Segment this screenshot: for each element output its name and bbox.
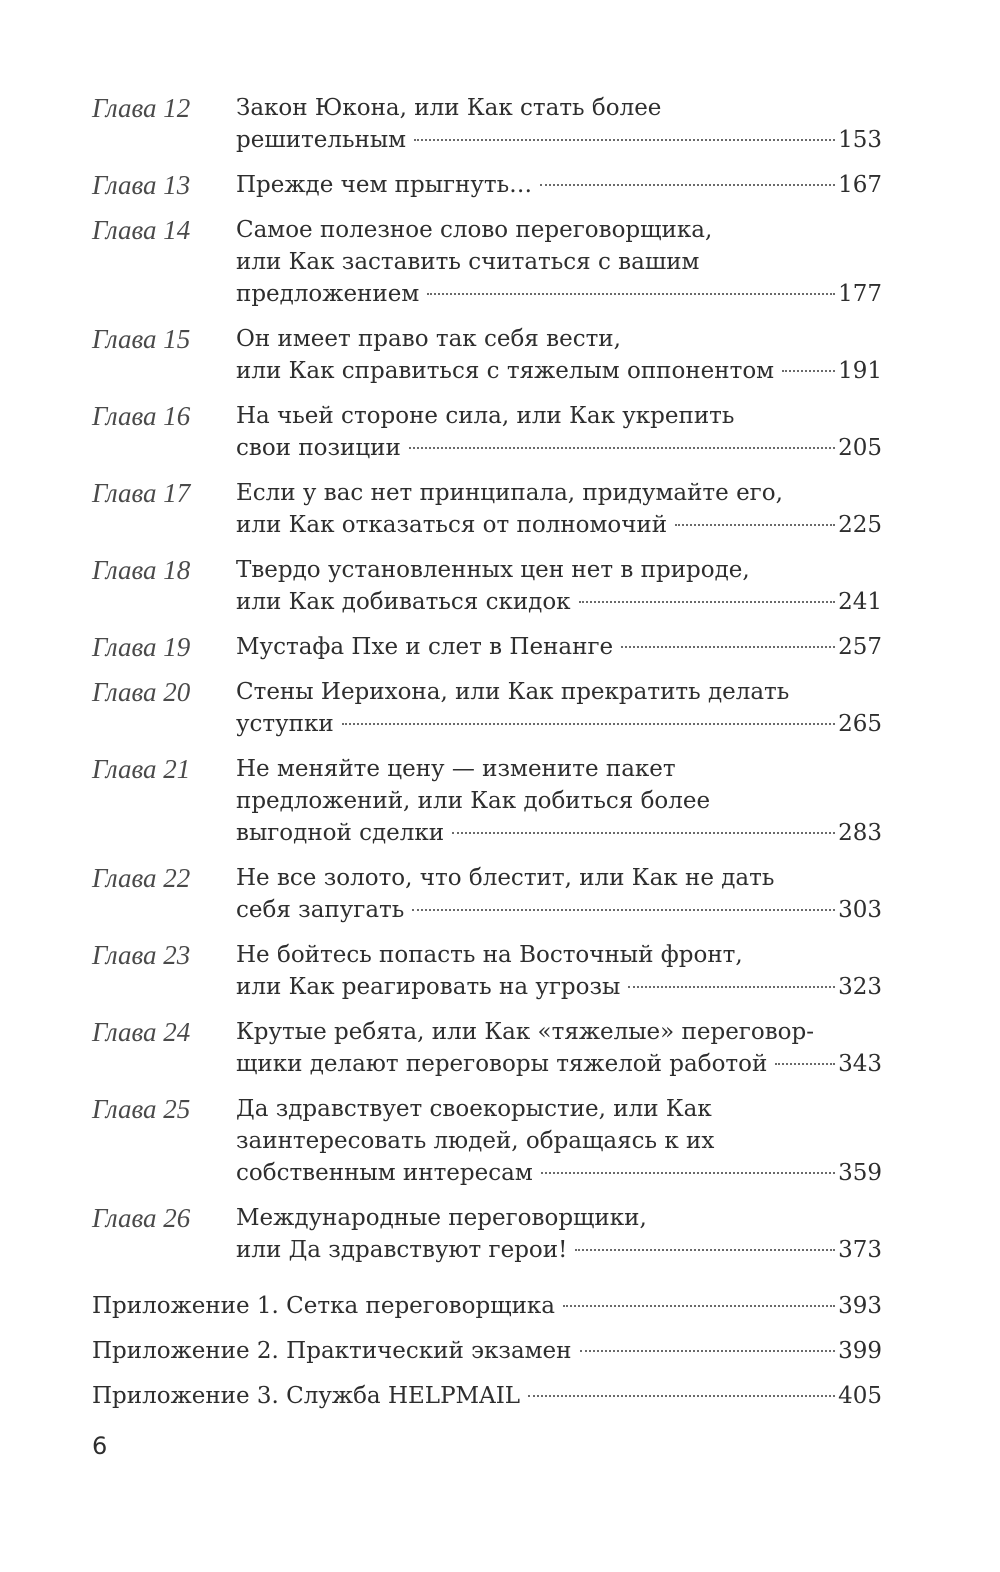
chapter-page-number: 191 <box>838 358 882 384</box>
chapter-title-lines <box>236 676 882 708</box>
chapter-title <box>236 400 882 464</box>
chapter-title-last-line <box>236 971 882 1003</box>
chapter-title-line: Не бойтесь попасть на Восточный фронт, <box>236 942 743 968</box>
dot-leader <box>412 909 835 911</box>
chapter-title <box>236 323 882 387</box>
chapter-title-last-line <box>236 1157 882 1189</box>
appendix-entry[interactable] <box>92 1290 882 1322</box>
chapter-title-text: или Как отказаться от полномочий <box>236 512 668 538</box>
chapter-title <box>236 214 882 310</box>
dot-leader <box>775 1063 835 1065</box>
toc-entry[interactable] <box>92 631 882 663</box>
appendix-entry[interactable] <box>92 1335 882 1367</box>
chapter-page-number: 373 <box>838 1237 882 1263</box>
chapter-title-line: заинтересовать людей, обращаясь к их <box>236 1128 715 1154</box>
chapter-page-number: 205 <box>838 435 882 461</box>
dot-leader <box>621 646 835 648</box>
chapter-label: Глава 22 <box>92 863 191 893</box>
chapter-title-lines <box>236 1202 882 1234</box>
dot-leader <box>528 1395 835 1397</box>
dot-leader <box>540 184 835 186</box>
chapter-title-line: Стены Иерихона, или Как прекратить делать <box>236 679 790 705</box>
chapter-label: Глава 24 <box>92 1017 191 1047</box>
chapter-title-line: Самое полезное слово переговорщика, <box>236 217 713 243</box>
chapter-title-text: или Да здравствуют герои! <box>236 1237 568 1263</box>
chapter-title-last-line <box>236 708 882 740</box>
chapter-label: Глава 23 <box>92 940 191 970</box>
chapter-title <box>236 676 882 740</box>
chapter-title-last-line <box>236 278 882 310</box>
chapter-title-last-line <box>236 432 882 464</box>
toc-entry[interactable] <box>92 1016 882 1080</box>
chapter-page-number: 323 <box>838 974 882 1000</box>
chapter-title-lines <box>236 939 882 971</box>
chapter-title-last-line <box>236 169 882 201</box>
appendix-entry[interactable] <box>92 1380 882 1412</box>
chapter-title <box>236 1202 882 1266</box>
toc-entry[interactable] <box>92 323 882 387</box>
chapter-page-number: 265 <box>838 711 882 737</box>
chapter-label: Глава 13 <box>92 170 191 200</box>
appendix-title: Приложение 2. Практический экзамен <box>92 1338 572 1364</box>
chapter-title <box>236 1093 882 1189</box>
chapter-title-line: Он имеет право так себя вести, <box>236 326 621 352</box>
dot-leader <box>563 1305 835 1307</box>
chapter-title <box>236 554 882 618</box>
chapter-title-line: Твердо установленных цен нет в природе, <box>236 557 750 583</box>
toc-entry[interactable] <box>92 676 882 740</box>
chapter-page-number: 177 <box>838 281 882 307</box>
dot-leader <box>427 293 835 295</box>
chapter-page-number: 359 <box>838 1160 882 1186</box>
chapter-title-text: предложением <box>236 281 420 307</box>
appendix-page-number: 393 <box>838 1293 882 1319</box>
chapter-label: Глава 26 <box>92 1203 191 1233</box>
chapter-label: Глава 20 <box>92 677 191 707</box>
chapter-label: Глава 15 <box>92 324 191 354</box>
chapter-label: Глава 17 <box>92 478 191 508</box>
chapter-title-lines <box>236 400 882 432</box>
chapter-title-line: предложений, или Как добиться более <box>236 788 711 814</box>
chapter-page-number: 153 <box>838 127 882 153</box>
toc-entry[interactable] <box>92 169 882 201</box>
chapter-title-last-line <box>236 586 882 618</box>
chapter-title-line: Закон Юкона, или Как стать более <box>236 95 662 121</box>
chapter-title-line: Международные переговорщики, <box>236 1205 647 1231</box>
chapter-page-number: 257 <box>838 634 882 660</box>
dot-leader <box>782 370 835 372</box>
chapter-list <box>92 92 882 1266</box>
chapter-title-last-line <box>236 509 882 541</box>
chapter-label: Глава 25 <box>92 1094 191 1124</box>
toc-entry[interactable] <box>92 554 882 618</box>
dot-leader <box>414 139 835 141</box>
dot-leader <box>575 1249 835 1251</box>
toc-entry[interactable] <box>92 1093 882 1189</box>
toc-entry[interactable] <box>92 1202 882 1266</box>
toc-entry[interactable] <box>92 477 882 541</box>
chapter-title-line: Крутые ребята, или Как «тяжелые» переговор- <box>236 1019 814 1045</box>
chapter-title-last-line <box>236 817 882 849</box>
chapter-title-last-line <box>236 1048 882 1080</box>
appendix-title: Приложение 1. Сетка переговорщика <box>92 1293 555 1319</box>
dot-leader <box>580 1350 836 1352</box>
chapter-title-text: уступки <box>236 711 334 737</box>
chapter-title <box>236 92 882 156</box>
dot-leader <box>628 986 835 988</box>
chapter-title <box>236 753 882 849</box>
toc-entry[interactable] <box>92 753 882 849</box>
appendix-page-number: 399 <box>838 1338 882 1364</box>
chapter-title-line: Не все золото, что блестит, или Как не дать <box>236 865 775 891</box>
chapter-title-lines <box>236 214 882 278</box>
chapter-title-text: или Как добиваться скидок <box>236 589 571 615</box>
chapter-label: Глава 14 <box>92 215 191 245</box>
chapter-title-lines <box>236 1016 882 1048</box>
chapter-page-number: 303 <box>838 897 882 923</box>
chapter-title <box>236 477 882 541</box>
table-of-contents <box>92 92 882 1425</box>
appendix-title: Приложение 3. Служба HELPMAIL <box>92 1383 521 1409</box>
chapter-title-lines <box>236 92 882 124</box>
chapter-title-last-line <box>236 631 882 663</box>
chapter-label: Глава 12 <box>92 93 191 123</box>
chapter-title-last-line <box>236 355 882 387</box>
dot-leader <box>541 1172 835 1174</box>
dot-leader <box>342 723 835 725</box>
chapter-title-text: собственным интересам <box>236 1160 533 1186</box>
chapter-title-lines <box>236 753 882 817</box>
toc-entry[interactable] <box>92 862 882 926</box>
chapter-title <box>236 1016 882 1080</box>
chapter-title-line: или Как заставить считаться с вашим <box>236 249 700 275</box>
chapter-title-line: Если у вас нет принципала, придумайте его, <box>236 480 783 506</box>
chapter-title-text: себя запугать <box>236 897 405 923</box>
chapter-title-text: щики делают переговоры тяжелой работой <box>236 1051 768 1077</box>
chapter-page-number: 343 <box>838 1051 882 1077</box>
chapter-label: Глава 21 <box>92 754 191 784</box>
chapter-title-line: На чьей стороне сила, или Как укрепить <box>236 403 735 429</box>
appendix-page-number: 405 <box>838 1383 882 1409</box>
chapter-page-number: 167 <box>838 172 882 198</box>
dot-leader <box>579 601 836 603</box>
page-number: 6 <box>92 1432 108 1460</box>
chapter-page-number: 225 <box>838 512 882 538</box>
chapter-title-text: Прежде чем прыгнуть… <box>236 172 533 198</box>
chapter-title-text: свои позиции <box>236 435 401 461</box>
chapter-label: Глава 19 <box>92 632 191 662</box>
chapter-title-text: Мустафа Пхе и слет в Пенанге <box>236 634 614 660</box>
dot-leader <box>452 832 835 834</box>
chapter-title-line: Да здравствует своекорыстие, или Как <box>236 1096 712 1122</box>
chapter-label: Глава 16 <box>92 401 191 431</box>
chapter-title-text: или Как реагировать на угрозы <box>236 974 621 1000</box>
chapter-title <box>236 631 882 663</box>
chapter-title-text: решительным <box>236 127 407 153</box>
chapter-title-line: Не меняйте цену — измените пакет <box>236 756 676 782</box>
chapter-title <box>236 169 882 201</box>
toc-entry[interactable] <box>92 939 882 1003</box>
chapter-page-number: 283 <box>838 820 882 846</box>
appendix-list <box>92 1290 882 1412</box>
chapter-title <box>236 862 882 926</box>
chapter-title-text: выгодной сделки <box>236 820 445 846</box>
chapter-title <box>236 939 882 1003</box>
chapter-page-number: 241 <box>838 589 882 615</box>
toc-entry[interactable] <box>92 214 882 310</box>
chapter-title-lines <box>236 1093 882 1157</box>
chapter-title-lines <box>236 477 882 509</box>
chapter-label: Глава 18 <box>92 555 191 585</box>
dot-leader <box>675 524 835 526</box>
chapter-title-last-line <box>236 894 882 926</box>
chapter-title-last-line <box>236 1234 882 1266</box>
chapter-title-lines <box>236 862 882 894</box>
chapter-title-text: или Как справиться с тяжелым оппонентом <box>236 358 775 384</box>
dot-leader <box>409 447 835 449</box>
chapter-title-lines <box>236 323 882 355</box>
chapter-title-lines <box>236 554 882 586</box>
toc-entry[interactable] <box>92 92 882 156</box>
chapter-title-last-line <box>236 124 882 156</box>
toc-entry[interactable] <box>92 400 882 464</box>
